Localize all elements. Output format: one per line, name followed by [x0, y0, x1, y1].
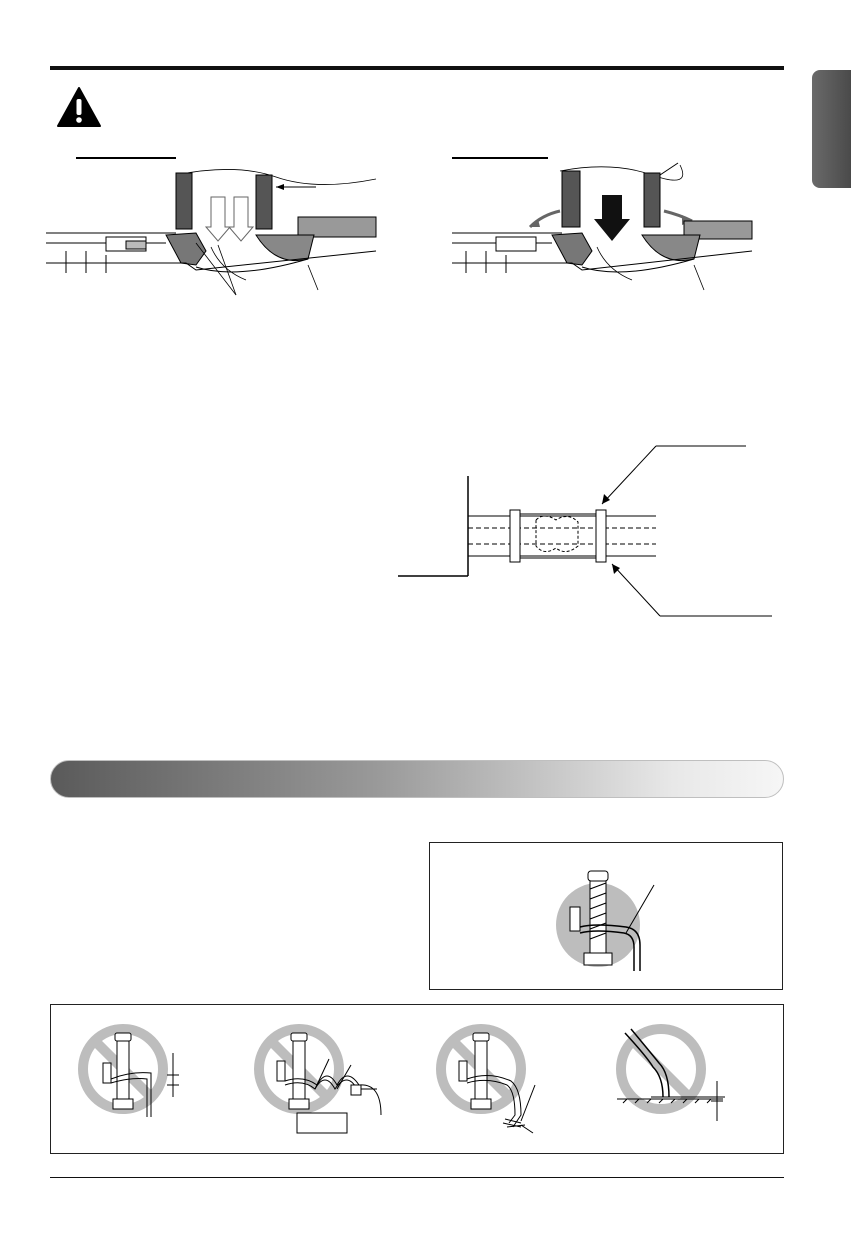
- pipe-connection-figure: [396, 440, 776, 620]
- correct-wiring-illustration: [430, 843, 782, 989]
- drain-hose-figure-correct: [46, 155, 386, 300]
- side-language-tab: [812, 70, 851, 188]
- section-header-bar: [50, 760, 784, 798]
- top-rule: [50, 66, 784, 70]
- drain-hose-figure-incorrect: [452, 155, 762, 300]
- warning-triangle-icon: [56, 86, 102, 128]
- incorrect-wiring-illustrations: [51, 1005, 783, 1153]
- bottom-rule: [50, 1177, 784, 1178]
- correct-wiring-box: [429, 842, 783, 990]
- incorrect-wiring-box: [50, 1004, 784, 1154]
